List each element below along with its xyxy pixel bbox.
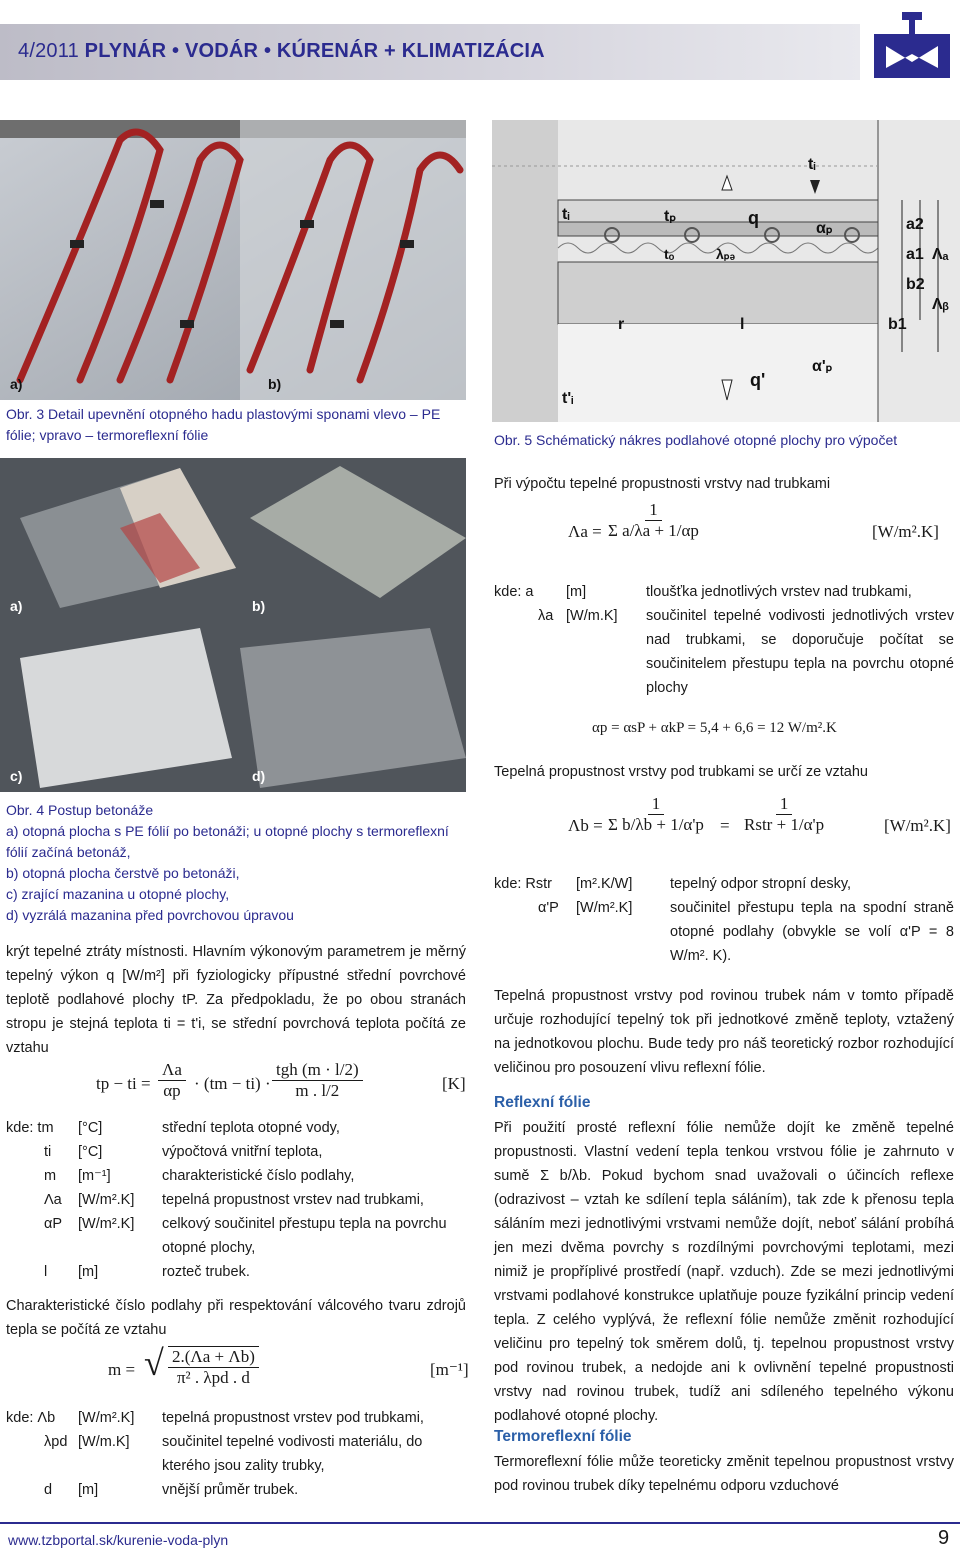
figure3-photo: [0, 120, 466, 400]
figure4-label-b: b): [252, 598, 266, 614]
fig5-label-lambda-b: Λᵦ: [932, 296, 949, 313]
figure3-label-a: a): [10, 376, 23, 392]
variable-row: [6, 1430, 466, 1478]
left-paragraph-2: Charakteristické číslo podlahy při respektování válcového tvaru zdrojů tepla se počítá ze vztahu: [6, 1298, 466, 1338]
variable-row: [6, 1260, 466, 1284]
figure5-caption-num: Obr. 5: [494, 432, 533, 448]
variable-unit: [W/m².K]: [78, 1192, 135, 1208]
figure4-photo: [0, 458, 466, 792]
eq-lb-den2: Rstr + 1/α'p: [744, 815, 825, 834]
variable-unit: [m]: [78, 1264, 99, 1280]
variable-desc: vnější průměr trubek.: [162, 1482, 299, 1498]
variable-desc: celkový součinitel přestupu tepla na povrchu otopné plochy,: [162, 1216, 447, 1256]
figure5-caption-text: Schématický nákres podlahové otopné plochy pro výpočet: [536, 432, 898, 448]
valve-logo-icon: [872, 6, 952, 86]
variable-row: [6, 1116, 466, 1140]
eq-la-frac: [608, 500, 699, 541]
eq-tp-frac2-den: m . l/2: [295, 1081, 340, 1100]
sqrt-icon: √: [144, 1343, 164, 1383]
fig5-label-alpha-p: αₚ: [816, 220, 833, 237]
variable-desc: tepelný odpor stropní desky,: [670, 876, 852, 892]
fig5-label-b1: b1: [888, 316, 907, 333]
right-intro: Při výpočtu tepelné propustnosti vrstvy nad trubkami: [494, 476, 831, 492]
variable-row: [6, 1406, 466, 1430]
figure3-label-b: b): [268, 376, 282, 392]
figure3-image: [0, 120, 466, 400]
heading-reflexni-folie: Reflexní fólie: [494, 1094, 591, 1111]
eq-la-lhs: Λa =: [568, 522, 602, 541]
eq-tp-frac1-den: αp: [163, 1081, 181, 1100]
variable-desc: tloušťka jednotlivých vrstev nad trubkami,: [646, 584, 912, 600]
figure4-caption-title: [6, 800, 466, 821]
variable-unit: [m]: [566, 584, 587, 600]
eq-tp-mid: · (tm − ti) ·: [194, 1074, 271, 1093]
right-intro-2: Tepelná propustnost vrstvy pod trubkami se určí ze vztahu: [494, 764, 868, 780]
figure3-caption-num: Obr. 3: [6, 406, 45, 422]
eq-m-lhs: m =: [108, 1360, 136, 1379]
equation-lambda-b: [568, 794, 958, 864]
right-paragraph-1: Tepelná propustnost vrstvy pod rovinou trubek nám v tomto případě určuje rozhodující tepelný tok při jednotkové změně teploty, vztažený na jednotkovou plochu. Bude tedy pro náš teoretický rozbor rozhodující veličinou pro posouzení vlivu reflexní fólie.: [494, 988, 954, 1076]
eq-m-frac: [168, 1346, 259, 1388]
variable-unit: [W/m².K]: [78, 1410, 135, 1426]
variable-symbol: αP: [44, 1216, 63, 1232]
variable-symbol: kde: Λb: [6, 1410, 56, 1426]
page-number: 9: [938, 1527, 950, 1549]
left-variable-list-2: [6, 1406, 466, 1502]
right-paragraph-2: Při použití prosté reflexní fólie nemůže dojít ke změně tepelné propustnosti. Vlastní vedení tepla tenkou vrstvou fólie je zahrnuto v sumě Σ b/λb. Pokud bychom snad uvažovali o účincích reflexe (odrazivost – vztah ke sdílení tepla sáláním), tak zde k přenosu tepla sáláním mezi jednotlivými vrstvami nemůže dojít, neboť sálání probíhá jen mezi dvěma povrchy s rozdílnými povrchovými teplotami, mezi nimiž je propříplivé prostředí (např. vzduch). Zde se mezi jednotlivými vrstvami podlahové konstrukce uplatňuje pouze fyzikální princip vedení tepla. Z celého vyplývá, že reflexní fólie nemůže změnit rozhodující veličinu pro tepelný tok směrem dolů, tj. tepelnou propustnost vrstvy pod rovinou trubek, a nedojde ani k ovlivnění tepelné propustnosti vrstvy nad rovinou trubek, tudíž ani sdíleného tepelného výkonu podlahové otopné plochy.: [494, 1120, 954, 1424]
eq-la-num: 1: [645, 500, 662, 521]
equation-lambda-a: [568, 500, 958, 570]
figure4-caption-num: Obr. 4: [6, 802, 45, 818]
variable-desc: součinitel tepelné vodivosti materiálu, do kterého jsou zality trubky,: [162, 1434, 423, 1474]
eq-lb-mid: =: [720, 816, 730, 835]
variable-symbol: α'P: [538, 900, 559, 916]
figure4-caption-title-text: Postup betonáže: [48, 802, 154, 818]
eq-lb-num1: 1: [648, 794, 665, 815]
eq-tp-frac2-num: tgh (m · l/2): [272, 1060, 363, 1081]
variable-unit: [W/m.K]: [78, 1434, 130, 1450]
eq-m-den: π² . λpd . d: [176, 1368, 250, 1387]
figure4-image: [0, 458, 466, 792]
figure5-caption: [494, 430, 954, 451]
fig5-label-to: tₒ: [664, 246, 675, 262]
variable-unit: [W/m².K]: [78, 1216, 135, 1232]
heading-termoreflexni-folie: Termoreflexní fólie: [494, 1428, 632, 1445]
figure4-caption-item: a) otopná plocha s PE fólií po betonáži; u otopné plochy s termoreflexní fólií začíná betonáž,: [6, 823, 449, 860]
eq-lb-unit: [W/m².K]: [884, 816, 951, 835]
fig5-label-lpd: λₚₔ: [716, 246, 736, 262]
left-variable-list-1: [6, 1116, 466, 1280]
variable-desc: rozteč trubek.: [162, 1264, 250, 1280]
variable-unit: [°C]: [78, 1120, 103, 1136]
variable-symbol: m: [44, 1168, 57, 1184]
variable-desc: střední teplota otopné vody,: [162, 1120, 340, 1136]
figure4-caption-item: d) vyzrálá mazanina před povrchovou úpravou: [6, 907, 294, 923]
eq-m-num: 2.(Λa + Λb): [168, 1347, 259, 1368]
variable-symbol: ti: [44, 1144, 52, 1160]
figure3-caption-text: Detail upevnění otopného hadu plastovými sponami vlevo – PE fólie; vpravo – termoreflexní fólie: [6, 406, 441, 443]
variable-row: [494, 872, 956, 896]
variable-row: [6, 1188, 466, 1212]
equation-alpha-p: αp = αsP + αkP = 5,4 + 6,6 = 12 W/m².K: [592, 720, 837, 736]
fig5-label-tp: tₚ: [664, 208, 677, 225]
figure4-caption-item: c) zrající mazanina u otopné plochy,: [6, 886, 230, 902]
figure3-caption: [6, 404, 466, 446]
variable-row: [6, 1478, 466, 1502]
figure4-caption-item: b) otopná plocha čerstvě po betonáži,: [6, 865, 240, 881]
equation-tp: [96, 1060, 468, 1112]
header-title: [18, 40, 545, 63]
variable-symbol: λa: [538, 608, 554, 624]
figure4-label-c: c): [10, 768, 23, 784]
variable-desc: součinitel přestupu tepla na spodní straně otopné podlahy (obvykle se volí α'P = 8 W/m². K).: [670, 900, 954, 964]
fig5-label-r: r: [618, 316, 625, 333]
variable-row: [6, 1212, 466, 1260]
variable-unit: [m]: [78, 1482, 99, 1498]
right-paragraph-3: Termoreflexní fólie může teoreticky změnit tepelnou propustnost vrstvy pod rovinou trubek díky tepelnému odporu vzduchové: [494, 1454, 954, 1494]
figure4-label-a: a): [10, 598, 23, 614]
variable-symbol: kde: a: [494, 584, 534, 600]
variable-desc: součinitel tepelné vodivosti jednotlivých vrstev nad trubkami, se doporučuje počítat se součinitelem přestupu tepla na povrchu otopné plochy: [646, 608, 954, 696]
eq-lb-lhs: Λb =: [568, 816, 603, 835]
equation-m: [108, 1343, 469, 1396]
variable-symbol: d: [44, 1482, 53, 1498]
fig5-label-a2: a2: [906, 216, 924, 233]
left-paragraph-1: krýt tepelné ztráty místnosti. Hlavním výkonovým parametrem je měrný tepelný výkon q [W/m²] při fyziologicky přípustné střední povrchové teplotě podlahové plochy tP. Za předpokladu, že po obou stranách stropu je stejná teplota ti = t'i, se střední povrchová teplota počítá ze vztahu: [6, 944, 466, 1056]
fig5-label-a1: a1: [906, 246, 924, 263]
fig5-label-l: l: [740, 316, 745, 333]
eq-la-den: Σ a/λa + 1/αp: [608, 521, 699, 540]
eq-la-unit: [W/m².K]: [872, 522, 939, 541]
footer-line: [0, 1522, 960, 1524]
fig5-label-b2: b2: [906, 276, 925, 293]
right-variable-list-2: [494, 872, 956, 968]
eq-tp-lhs: tp − ti =: [96, 1074, 151, 1093]
variable-row: [6, 1164, 466, 1188]
eq-lb-frac2: [744, 794, 824, 835]
figure4-label-d: d): [252, 768, 266, 784]
variable-row: [6, 1140, 466, 1164]
fig5-label-tl: tᵢ: [808, 156, 816, 173]
variable-unit: [m².K/W]: [576, 876, 633, 892]
right-variable-list-1: [494, 580, 956, 700]
variable-desc: výpočtová vnitřní teplota,: [162, 1144, 323, 1160]
variable-row: [494, 896, 956, 968]
figure5-diagram: [492, 120, 960, 422]
variable-symbol: l: [44, 1264, 48, 1280]
figure4-caption: [6, 800, 466, 926]
variable-row: [494, 604, 956, 700]
variable-desc: tepelná propustnost vrstev pod trubkami,: [162, 1410, 424, 1426]
variable-unit: [W/m².K]: [576, 900, 633, 916]
variable-desc: charakteristické číslo podlahy,: [162, 1168, 355, 1184]
figure5-schematic: [492, 120, 960, 422]
fig5-label-ti: tᵢ: [562, 206, 570, 223]
eq-tp-unit: [K]: [442, 1074, 466, 1093]
eq-lb-frac1: [608, 794, 704, 835]
variable-symbol: Λa: [44, 1192, 62, 1208]
fig5-label-q-prime: q': [750, 370, 766, 390]
eq-tp-frac1-num: Λa: [158, 1060, 186, 1081]
variable-symbol: kde: tm: [6, 1120, 54, 1136]
variable-unit: [m⁻¹]: [78, 1168, 111, 1184]
fig5-label-lambda-a: Λₐ: [932, 246, 949, 263]
footer-url[interactable]: www.tzbportal.sk/kurenie-voda-plyn: [8, 1532, 229, 1548]
page-header: [0, 0, 960, 100]
fig5-label-alpha-p-prime: α'ₚ: [812, 358, 833, 375]
issue-number: 4/2011: [18, 40, 79, 62]
eq-lb-den1: Σ b/λb + 1/α'p: [608, 815, 704, 834]
eq-lb-num2: 1: [776, 794, 793, 815]
variable-unit: [°C]: [78, 1144, 103, 1160]
variable-symbol: kde: Rstr: [494, 876, 553, 892]
fig5-label-q: q: [748, 208, 759, 228]
fig5-label-t-prime-i: t'ᵢ: [562, 390, 574, 407]
eq-tp-frac2: [272, 1060, 363, 1101]
variable-unit: [W/m.K]: [566, 608, 618, 624]
eq-m-unit: [m⁻¹]: [430, 1360, 469, 1379]
magazine-name: PLYNÁR • VODÁR • KÚRENÁR + KLIMATIZÁCIA: [84, 40, 545, 62]
variable-symbol: λpd: [44, 1434, 68, 1450]
variable-row: [494, 580, 956, 604]
eq-tp-frac1: [158, 1060, 186, 1101]
variable-desc: tepelná propustnost vrstev nad trubkami,: [162, 1192, 424, 1208]
